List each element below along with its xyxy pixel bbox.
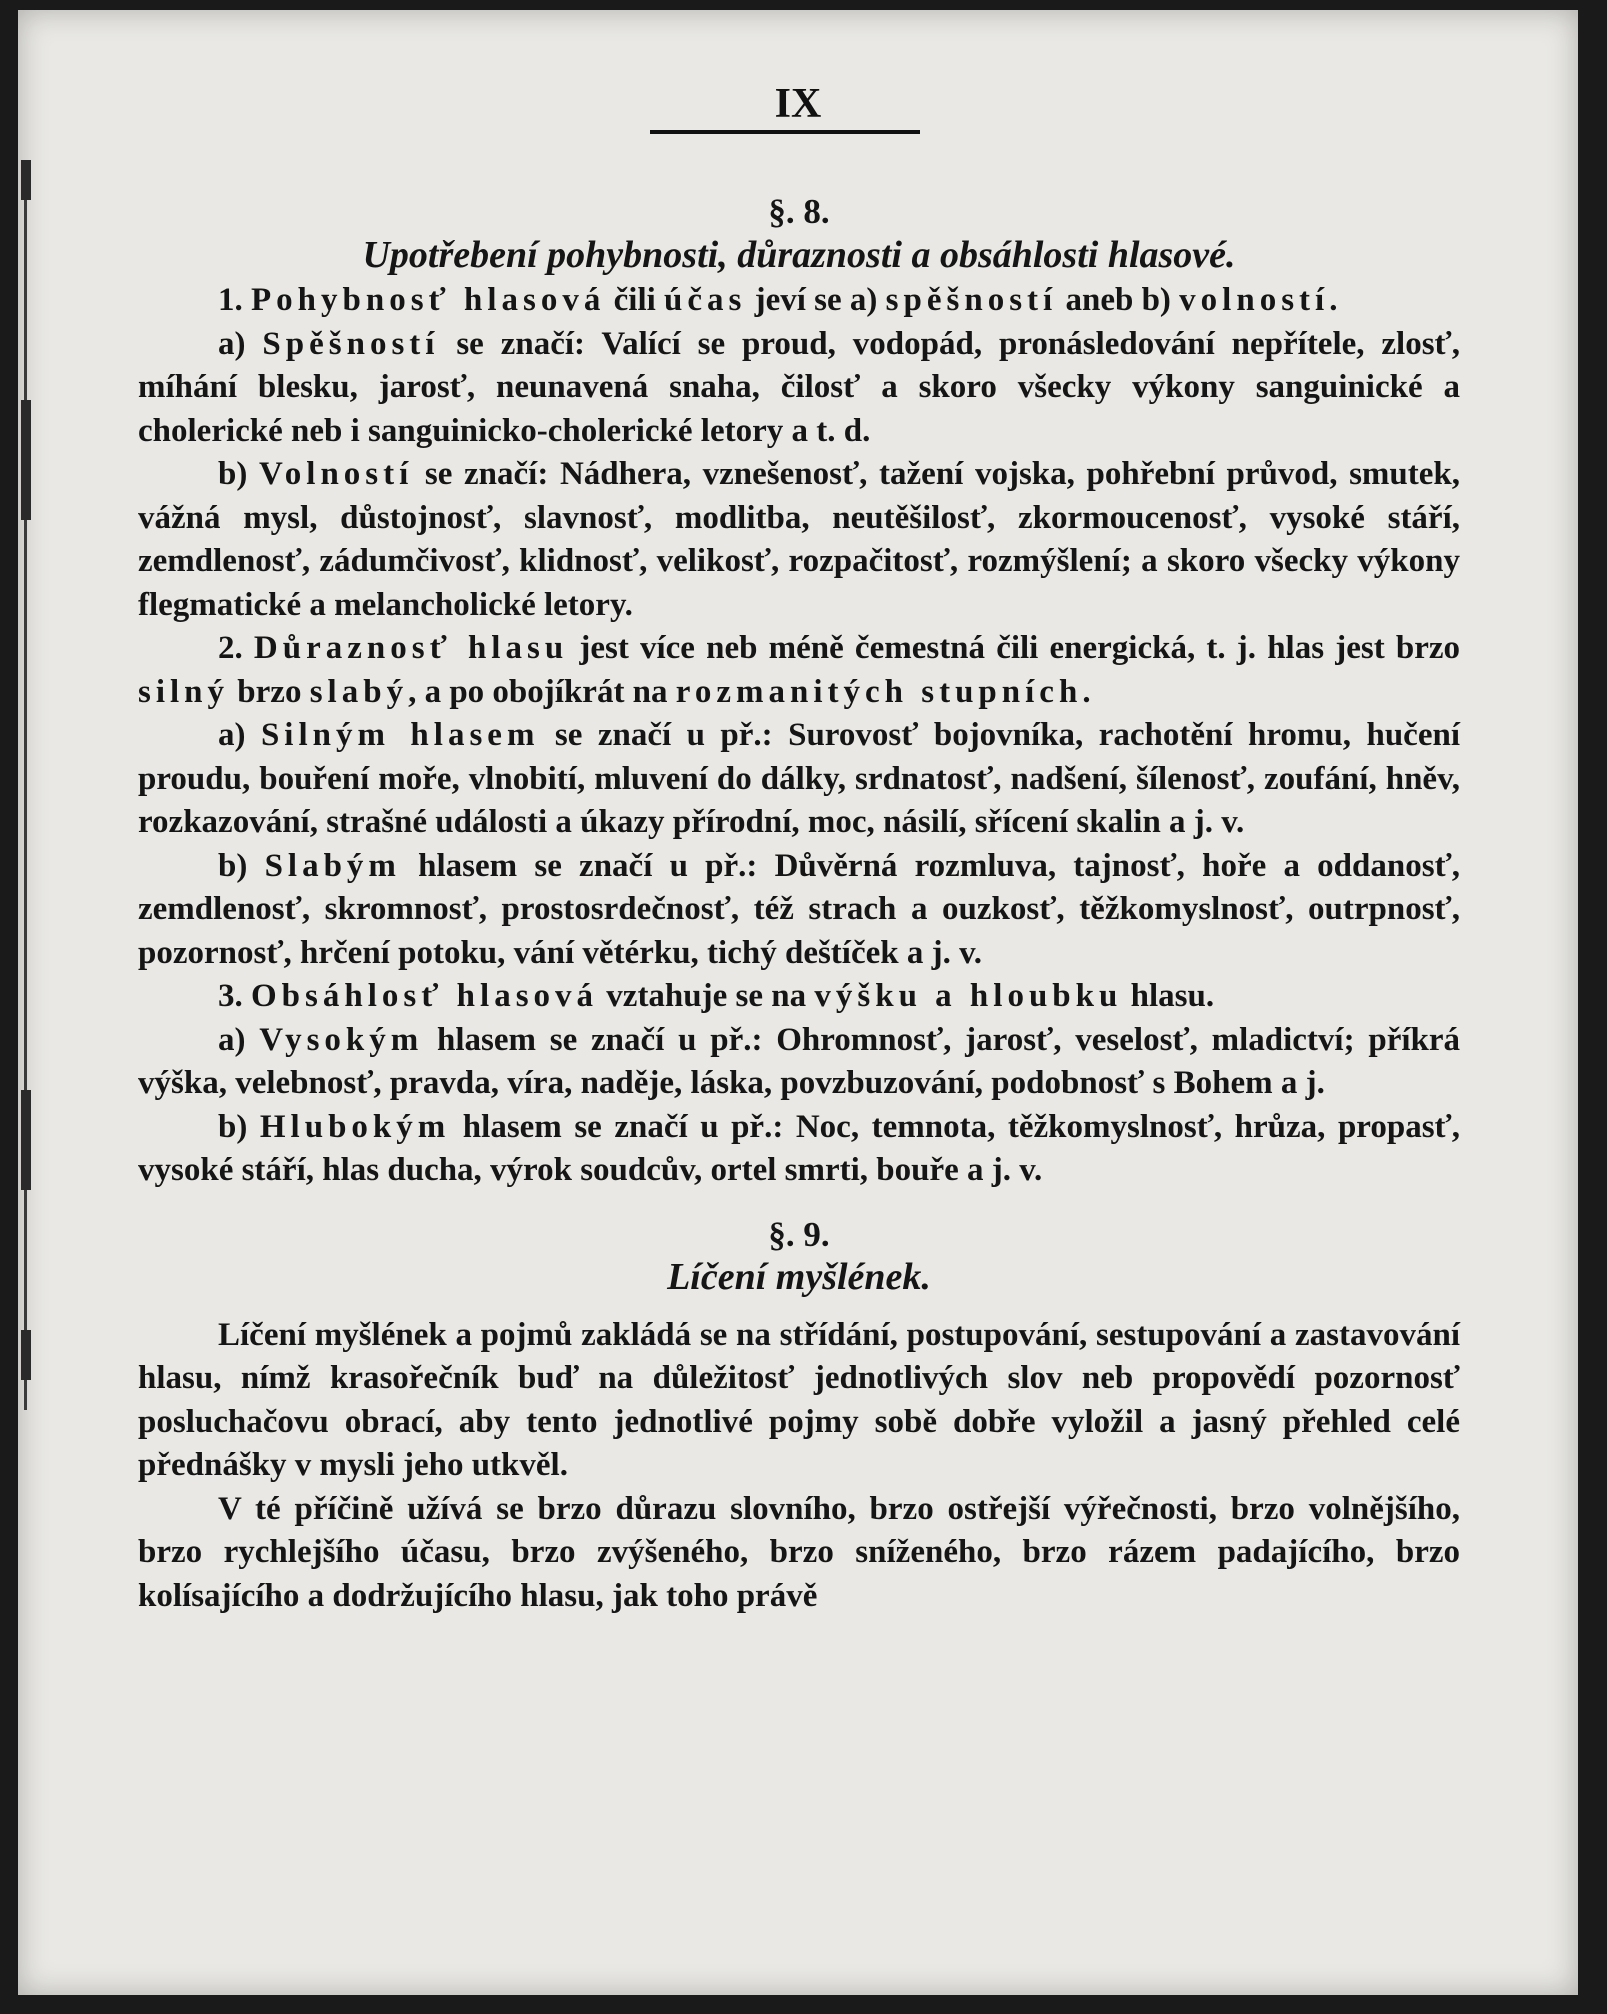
paragraph-9-1: Líčení myšlének a pojmů zakládá se na střídání, postupování, sestupování a zastavování hlasu, nímž krasořečník buď na důležitosť jednotlivých slov neb propovědí pozornosť posluchačovu obrací, aby tento jednotlivé pojmy sobě dobře vyložil a jasný přehled celé přednášky v mysli jeho utkvěl. (138, 1316, 1460, 1483)
section-8-title: Upotřebení pohybnosti, důraznosti a obsáhlosti hlasové. (362, 233, 1236, 276)
section-9-title: Líčení myšlének. (667, 1256, 931, 1298)
section-8-number: §. 8. (768, 192, 830, 231)
page-number: IX (774, 81, 822, 127)
paragraph-8-2a: a) Silným hlasem se značí u př.: Surovosť bojovníka, rachotění hromu, hučení proudu, bouření moře, vlnobití, mluvení do dálky, srdnatosť, nadšení, šílenosť, zoufání, hněv, rozkazování, strašné události a úkazy přírodní, moc, násilí, sřícení skalin a j. v. (138, 717, 1460, 840)
page-content (138, 190, 1460, 1618)
section-9-number: §. 9. (768, 1214, 830, 1254)
paragraph-8-1a: a) Spěšností se značí: Valící se proud, vodopád, pronásledování nepřítele, zlosť, míhání blesku, jarosť, neunavená snaha, čilosť a skoro všecky výkony sanguinické a cholerické neb i sanguinicko-cholerické letory a t. d. (138, 325, 1461, 449)
book-page (18, 10, 1578, 1995)
paragraph-8-3b: b) Hlubokým hlasem se značí u př.: Noc, temnota, těžkomyslnosť, hrůza, propasť, vysoké stáří, hlas ducha, výrok soudcův, ortel smrti, bouře a j. v. (138, 1108, 1460, 1188)
paragraph-9-2: V té příčině užívá se brzo důrazu slovního, brzo ostřejší výřečnosti, brzo volnějšího, brzo rychlejšího účasu, brzo zvýšeného, brzo sníženého, brzo rázem padajícího, brzo kolísajícího a dodržujícího hlasu, jak toho právě (138, 1490, 1460, 1614)
paragraph-8-1: 1. Pohybnosť hlasová čili účas jeví se a) spěšností aneb b) volností. (218, 282, 1338, 318)
paragraph-8-1b: b) Volností se značí: Nádhera, vznešenosť, tažení vojska, pohřební průvod, smutek, vážná mysl, důstojnosť, slavnosť, modlitba, neutěšilosť, zkormoucenosť, vysoké stáří, zemdlenosť, zádumčivosť, klidnosť, velikosť, rozpačitosť, rozmýšlení; a skoro všecky výkony flegmatické a melancholické letory. (138, 456, 1461, 623)
paragraph-8-3: 3. Obsáhlosť hlasová vztahuje se na výšku a hloubku hlasu. (218, 978, 1215, 1014)
binding-edge (24, 160, 41, 1410)
paragraph-8-2: 2. Důraznosť hlasu jest více neb méně čemestná čili energická, t. j. hlas jest brzo silný brzo slabý, a po obojíkrát na rozmanitých stupních. (138, 630, 1461, 710)
paragraph-8-2b: b) Slabým hlasem se značí u př.: Důvěrná rozmluva, tajnosť, hoře a oddanosť, zemdlenosť, skromnosť, prostosrdečnosť, též strach a ouzkosť, těžkomyslnosť, outrpnosť, pozornosť, hrčení potoku, vání větérku, tichý deštíček a j. v. (138, 847, 1461, 971)
header-rule (650, 130, 920, 134)
paragraph-8-3a: a) Vysokým hlasem se značí u př.: Ohromnosť, jarosť, veselosť, mladictví; příkrá výška, velebnosť, pravda, víra, naděje, láska, povzbuzování, podobnosť s Bohem a j. (138, 1021, 1461, 1101)
